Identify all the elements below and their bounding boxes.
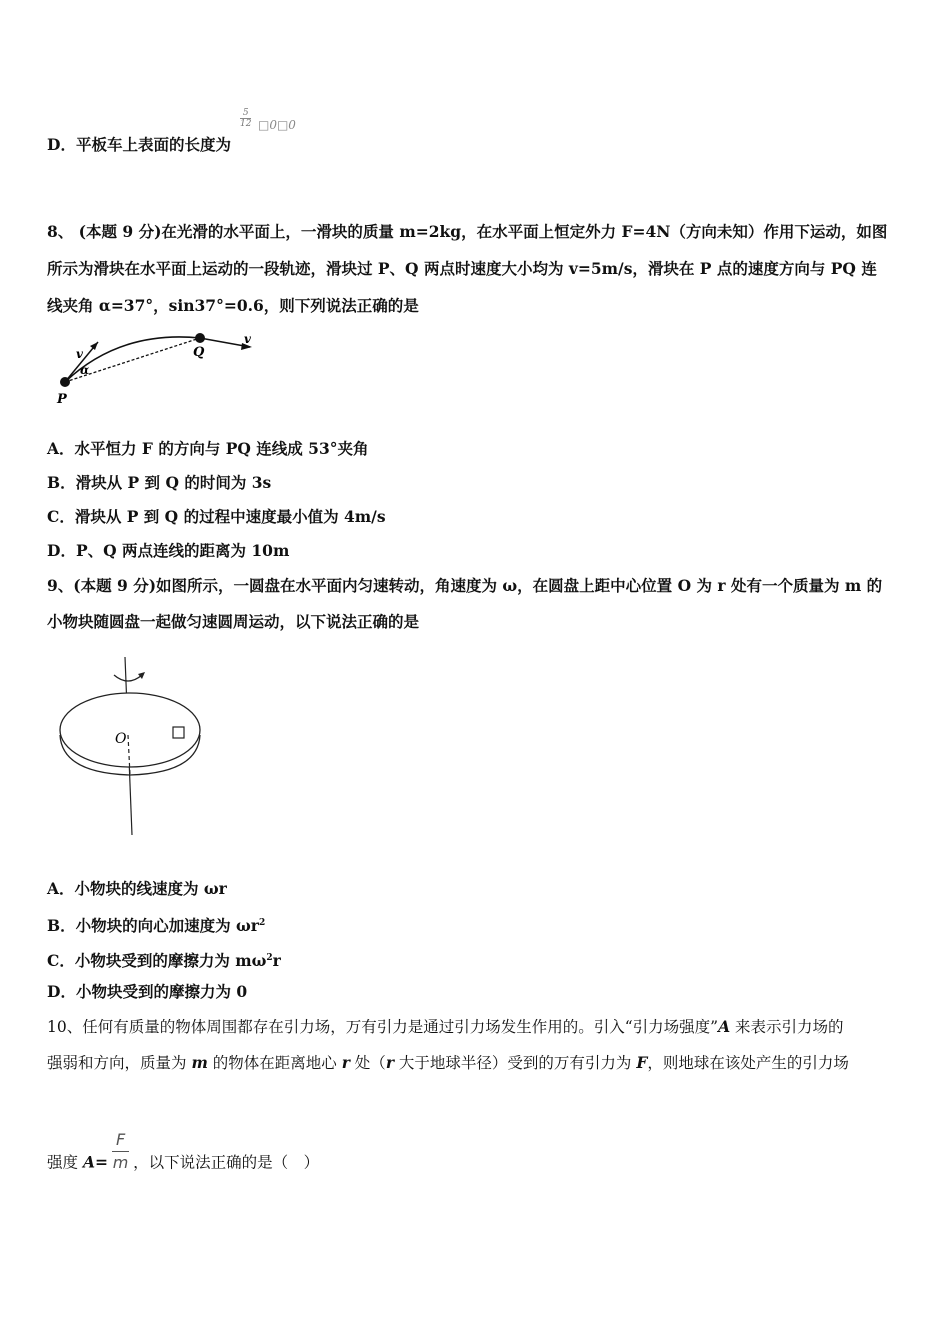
fraction-denominator: 12 [240, 119, 252, 129]
var-m: m [191, 1053, 208, 1072]
superscript: 2 [258, 918, 266, 928]
text: 强度 [47, 1153, 83, 1172]
q8-trajectory-figure [50, 330, 270, 410]
q8-stem-line-1: 8、 (本题 9 分)在光滑的水平面上，一滑块的质量 m=2kg，在水平面上恒定外力 F=4N（方向未知）作用下运动，如图 [47, 222, 888, 241]
q9-option-d[interactable] [47, 982, 247, 1002]
q8-stem-line-3: 线夹角 α=37°，sin37°=0.6，则下列说法正确的是 [47, 296, 419, 315]
fraction-denominator: m [112, 1153, 129, 1172]
q8-option-b[interactable]: B．滑块从 P 到 Q 的时间为 3s [47, 473, 272, 492]
equation-lhs: A= [82, 1152, 108, 1172]
q9-disc-figure [50, 655, 220, 845]
q10-stem-line-2 [47, 1053, 849, 1073]
q7-option-d [47, 135, 231, 155]
option-text: 平板车上表面的长度为 [75, 135, 231, 154]
q9-option-b[interactable] [47, 913, 265, 936]
q8-stem-line-2: 所示为滑块在水平面上运动的一段轨迹，滑块过 P、Q 两点时速度大小均为 v=5m/s，滑块在 P 点的速度方向与 PQ 连 [47, 259, 877, 278]
q9-stem-line-1: 9、(本题 9 分)如图所示，一圆盘在水平面内匀速转动，角速度为 ω，在圆盘上距中心位置 O 为 r 处有一个质量为 m 的 [47, 576, 883, 595]
q10-stem-line-1 [47, 1017, 844, 1037]
var-r: r [341, 1053, 350, 1072]
label-q: Q [193, 345, 205, 360]
q8-option-d[interactable]: D．P、Q 两点连线的距离为 10m [47, 541, 290, 560]
fraction-numerator: 5 [242, 108, 249, 118]
q10-stem-line-3 [47, 1130, 320, 1186]
option-text: C．小物块受到的摩擦力为 mω [47, 951, 267, 971]
disc-top [60, 693, 200, 767]
q9-option-a[interactable] [47, 879, 227, 899]
rotation-arrow-icon [114, 675, 142, 681]
q9-option-c[interactable] [47, 948, 281, 971]
text: 10、任何有质量的物体周围都存在引力场，万有引力是通过引力场发生作用的。引入“引力场强度” [47, 1018, 719, 1036]
label-v-q: v [244, 332, 251, 346]
text: 大于地球半径）受到的万有引力为 [393, 1054, 637, 1072]
var-f: F [636, 1053, 648, 1072]
fraction-numerator: F [112, 1129, 129, 1152]
option-text: D．小物块受到的摩擦力为 0 [47, 982, 248, 1001]
text: 处（ [349, 1054, 386, 1072]
q8-option-c[interactable]: C．滑块从 P 到 Q 的过程中速度最小值为 4m/s [47, 507, 386, 526]
q7-garbled-text: □0□0 [258, 118, 296, 132]
q9-stem-line-2: 小物块随圆盘一起做匀速圆周运动，以下说法正确的是 [47, 612, 420, 631]
text: 的物体在距离地心 [207, 1054, 342, 1072]
point-q [195, 333, 205, 343]
var-a: A [718, 1017, 731, 1036]
text: 来表示引力场的 [730, 1018, 844, 1036]
label-alpha: α [80, 363, 90, 377]
label-p: P [57, 392, 67, 407]
text: ，以下说法正确的是（ ） [133, 1153, 320, 1172]
option-text-tail: r [272, 951, 281, 971]
option-text: A．小物块的线速度为 ωr [47, 879, 227, 898]
option-text: B．小物块的向心加速度为 ωr [47, 916, 259, 936]
label-o: O [115, 731, 127, 747]
text: 强弱和方向，质量为 [47, 1054, 192, 1072]
q8-option-a[interactable]: A．水平恒力 F 的方向与 PQ 连线成 53°夹角 [47, 439, 369, 458]
label-v-p: v [76, 347, 83, 361]
fraction-f-over-m [112, 1129, 129, 1174]
superscript: 2 [266, 953, 273, 963]
point-p [60, 377, 70, 387]
text: ，则地球在该处产生的引力场 [647, 1054, 849, 1072]
option-label: D． [47, 135, 76, 154]
q7-fraction [240, 108, 251, 129]
var-r: r [385, 1053, 394, 1072]
